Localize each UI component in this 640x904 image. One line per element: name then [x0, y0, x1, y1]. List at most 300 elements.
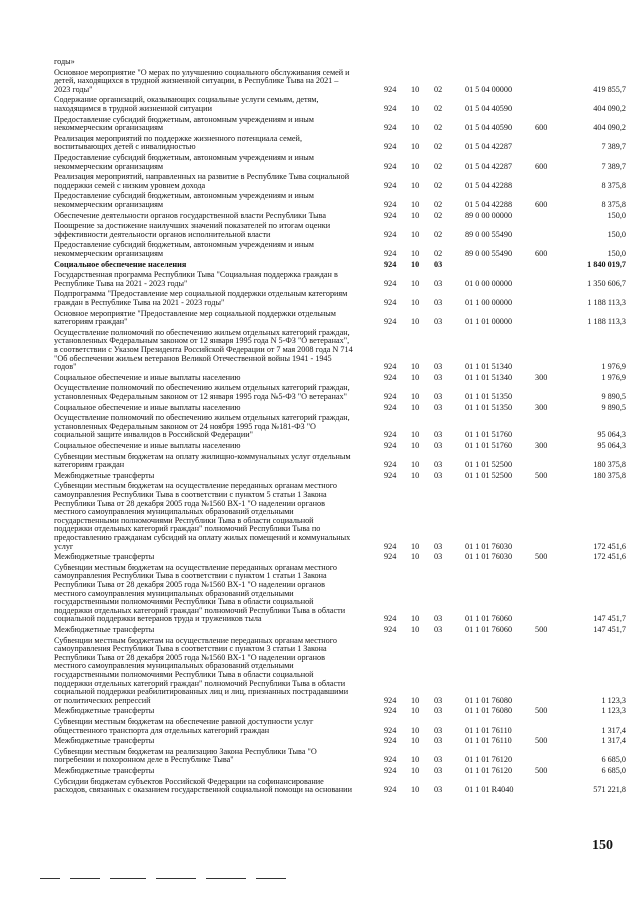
target-article-code: 01 1 01 76080	[465, 695, 513, 705]
ministry-code: 924	[384, 441, 397, 450]
target-article-code: 89 0 00 00000	[465, 210, 513, 220]
section-code: 10	[411, 695, 420, 705]
description-line: самоуправления Республики Тыва в соответствии с пунктом 1 статьи 1 Закона	[54, 571, 327, 581]
description-line: установленных Федеральным законом от 12 января 1995 года N 5-ФЗ "О ветеранах",	[54, 336, 350, 346]
section-code: 10	[411, 210, 420, 220]
footer-divider	[40, 878, 60, 879]
description-line: Предоставление субсидий бюджетным, автономным учреждениям и иным	[54, 153, 314, 162]
table-row	[0, 222, 640, 239]
subsection-code: 03	[434, 552, 443, 562]
description-line: Осуществление полномочий по обеспечению жильем отдельных категорий граждан,	[54, 413, 350, 423]
subsection-code: 02	[434, 161, 443, 171]
amount: 180 375,8	[593, 470, 626, 480]
ministry-code: 924	[384, 142, 397, 152]
ministry-code: 924	[384, 278, 397, 288]
row-description	[54, 310, 374, 327]
table-row	[0, 442, 640, 451]
amount: 9 890,5	[601, 391, 626, 401]
target-article-code: 01 1 01 52500	[465, 470, 513, 480]
row-description	[54, 58, 374, 67]
footer-divider	[70, 878, 100, 879]
target-article-code: 01 1 01 76060	[465, 625, 513, 634]
row-description	[54, 135, 374, 152]
row-description	[54, 69, 374, 95]
description-line: погребении и похоронном деле в Республике Тыва"	[54, 755, 234, 765]
subsection-code: 03	[434, 402, 443, 412]
expense-type-code: 300	[535, 372, 548, 382]
table-row	[0, 329, 640, 372]
description-line: Субвенции местным бюджетам на осуществление переданных органам местного	[54, 562, 338, 572]
table-row	[0, 637, 640, 706]
amount: 95 064,3	[597, 441, 626, 450]
target-article-code: 01 1 01 76030	[465, 541, 513, 551]
amount: 6 685,0	[601, 755, 626, 765]
amount: 1 976,9	[601, 372, 626, 382]
row-description	[54, 453, 374, 470]
subsection-code: 02	[434, 199, 443, 209]
description-line: Подпрограмма "Предоставление мер социальной поддержки отдельным категориям	[54, 289, 348, 299]
description-line: Поощрение за достижение наилучших значений показателей по итогам оценки	[54, 221, 331, 231]
section-code: 10	[411, 259, 420, 269]
table-row	[0, 778, 640, 795]
subsection-code: 02	[434, 210, 443, 220]
amount: 172 451,6	[593, 541, 626, 551]
ministry-code: 924	[384, 391, 397, 401]
amount: 8 375,8	[601, 180, 626, 190]
ministry-code: 924	[384, 430, 397, 440]
subsection-code: 03	[434, 614, 443, 624]
amount: 150,0	[607, 229, 626, 239]
target-article-code: 01 5 04 42287	[465, 142, 513, 152]
ministry-code: 924	[384, 259, 397, 269]
amount: 180 375,8	[593, 460, 626, 470]
description-line: Осуществление полномочий по обеспечению жильем отдельных категорий граждан,	[54, 327, 350, 337]
description-line: самоуправления Республики Тыва в соответствии с пунктом 5 статьи 1 Закона	[54, 489, 327, 499]
section-code: 10	[411, 84, 420, 94]
ministry-code: 924	[384, 372, 397, 382]
subsection-code: 03	[434, 695, 443, 705]
target-article-code: 01 1 01 51350	[465, 402, 513, 412]
subsection-code: 03	[434, 755, 443, 765]
subsection-code: 03	[434, 736, 443, 746]
section-code: 10	[411, 766, 420, 775]
target-article-code: 01 1 01 76120	[465, 755, 513, 765]
description-line: Реализация мероприятий, направленных на развитие в Республике Тыва социальной	[54, 172, 350, 182]
amount: 1 188 113,3	[587, 317, 626, 327]
target-article-code: 01 1 01 76110	[465, 725, 512, 735]
ministry-code: 924	[384, 84, 397, 94]
table-row	[0, 290, 640, 307]
ministry-code: 924	[384, 755, 397, 765]
row-description	[54, 261, 374, 270]
description-line: Социальное обеспечение населения	[54, 259, 187, 269]
table-row	[0, 737, 640, 746]
target-article-code: 01 5 04 42287	[465, 161, 513, 171]
table-row	[0, 58, 640, 67]
table-row	[0, 192, 640, 209]
description-line: от политических репрессий	[54, 695, 151, 705]
section-code: 10	[411, 229, 420, 239]
ministry-code: 924	[384, 199, 397, 209]
target-article-code: 01 5 04 40590	[465, 103, 513, 113]
table-row	[0, 482, 640, 551]
amount: 150,0	[607, 210, 626, 220]
description-line: общественного транспорта для отдельных категорий граждан	[54, 725, 270, 735]
expense-type-code: 600	[535, 161, 548, 171]
table-row	[0, 135, 640, 152]
description-line: государственными полномочиями Республики Тыва в области социальной	[54, 515, 314, 525]
ministry-code: 924	[384, 625, 397, 634]
row-description	[54, 192, 374, 209]
row-description	[54, 472, 374, 481]
amount: 1 188 113,3	[587, 297, 626, 307]
section-code: 10	[411, 317, 420, 327]
target-article-code: 01 1 01 51760	[465, 430, 513, 440]
footer-divider	[110, 878, 146, 879]
subsection-code: 02	[434, 142, 443, 152]
subsection-code: 03	[434, 441, 443, 450]
description-line: Межбюджетные трансферты	[54, 625, 155, 634]
ministry-code: 924	[384, 552, 397, 562]
amount: 1 840 019,7	[587, 259, 626, 269]
expense-type-code: 600	[535, 248, 548, 258]
ministry-code: 924	[384, 736, 397, 746]
expense-type-code: 600	[535, 199, 548, 209]
target-article-code: 01 1 01 R4040	[465, 785, 514, 795]
row-description	[54, 553, 374, 562]
amount: 95 064,3	[597, 430, 626, 440]
description-line: детей, находящихся в трудной жизненной ситуации, в Республике Тыва на 2021 –	[54, 76, 339, 86]
section-code: 10	[411, 460, 420, 470]
row-description	[54, 482, 374, 551]
target-article-code: 01 1 00 00000	[465, 297, 513, 307]
amount: 6 685,0	[601, 766, 626, 775]
amount: 1 317,4	[601, 736, 626, 746]
ministry-code: 924	[384, 785, 397, 795]
amount: 150,0	[607, 248, 626, 258]
section-code: 10	[411, 470, 420, 480]
description-line: поддержки отдельных категорий граждан" полномочий Республики Тыва в области	[54, 678, 346, 688]
description-line: категориям граждан	[54, 460, 125, 470]
description-line: поддержки отдельных категорий граждан" полномочий Республики Тыва по	[54, 524, 321, 534]
section-code: 10	[411, 297, 420, 307]
description-line: Субвенции местным бюджетам на оплату жилищно-коммунальных услуг отдельным	[54, 451, 351, 461]
description-line: Республики Тыва от 28 декабря 2005 года №1560 ВХ-1 "О наделении органов	[54, 498, 325, 508]
ministry-code: 924	[384, 362, 397, 372]
amount: 1 123,3	[601, 695, 626, 705]
section-code: 10	[411, 725, 420, 735]
description-line: местного самоуправления муниципальных образований отдельными	[54, 507, 294, 517]
description-line: в соответствии с Указом Президента Российской Федерации от 7 мая 2008 года N 714	[54, 344, 353, 354]
subsection-code: 02	[434, 123, 443, 133]
amount: 1 976,9	[601, 362, 626, 372]
subsection-code: 03	[434, 470, 443, 480]
description-line: некоммерческим организациям	[54, 123, 164, 133]
table-row	[0, 767, 640, 776]
section-code: 10	[411, 372, 420, 382]
description-line: предоставлению гражданам субсидий на оплату жилых помещений и коммунальных	[54, 532, 351, 542]
row-description	[54, 404, 374, 413]
ministry-code: 924	[384, 161, 397, 171]
description-line: Межбюджетные трансферты	[54, 552, 155, 562]
description-line: Межбюджетные трансферты	[54, 470, 155, 480]
subsection-code: 03	[434, 766, 443, 775]
subsection-code: 03	[434, 541, 443, 551]
ministry-code: 924	[384, 248, 397, 258]
description-line: социальной поддержки реабилитированных лиц и лиц, признанных пострадавшими	[54, 687, 349, 697]
section-code: 10	[411, 161, 420, 171]
description-line: Субвенции местным бюджетам на обеспечение равной доступности услуг	[54, 717, 314, 726]
target-article-code: 01 1 01 51350	[465, 391, 513, 401]
table-row	[0, 718, 640, 735]
description-line: Республике Тыва на 2021 - 2023 годы"	[54, 278, 188, 288]
subsection-code: 03	[434, 706, 443, 716]
row-description	[54, 212, 374, 221]
amount: 9 890,5	[601, 402, 626, 412]
ministry-code: 924	[384, 695, 397, 705]
table-row	[0, 553, 640, 562]
ministry-code: 924	[384, 229, 397, 239]
row-description	[54, 637, 374, 706]
description-line: Основное мероприятие "О мерах по улучшению социального обслуживания семей и	[54, 67, 350, 77]
footer-divider	[156, 878, 196, 879]
ministry-code: 924	[384, 460, 397, 470]
amount: 1 350 606,7	[587, 278, 626, 288]
target-article-code: 01 5 04 00000	[465, 84, 513, 94]
ministry-code: 924	[384, 297, 397, 307]
ministry-code: 924	[384, 123, 397, 133]
amount: 7 389,7	[601, 142, 626, 152]
description-line: Межбюджетные трансферты	[54, 706, 155, 716]
expense-type-code: 500	[535, 766, 548, 775]
subsection-code: 03	[434, 460, 443, 470]
description-line: самоуправления Республики Тыва в соответствии с пунктом 3 статьи 1 Закона	[54, 644, 327, 654]
amount: 419 855,7	[593, 84, 626, 94]
ministry-code: 924	[384, 317, 397, 327]
row-description	[54, 564, 374, 624]
row-description	[54, 626, 374, 635]
amount: 1 123,3	[601, 706, 626, 716]
table-row	[0, 96, 640, 113]
table-row	[0, 453, 640, 470]
expense-type-code: 300	[535, 402, 548, 412]
expense-type-code: 600	[535, 123, 548, 133]
description-line: 2023 годы"	[54, 84, 93, 94]
section-code: 10	[411, 391, 420, 401]
table-row	[0, 472, 640, 481]
description-line: поддержки отдельных категорий граждан" полномочий Республики Тыва в области	[54, 605, 346, 615]
expense-type-code: 500	[535, 736, 548, 746]
description-line: Государственная программа Республики Тыва "Социальная поддержка граждан в	[54, 270, 338, 280]
subsection-code: 03	[434, 297, 443, 307]
section-code: 10	[411, 362, 420, 372]
description-line: Межбюджетные трансферты	[54, 736, 155, 746]
row-description	[54, 737, 374, 746]
row-description	[54, 329, 374, 372]
target-article-code: 01 1 01 00000	[465, 317, 513, 327]
row-description	[54, 173, 374, 190]
target-article-code: 01 1 01 51340	[465, 362, 513, 372]
row-description	[54, 222, 374, 239]
amount: 1 317,4	[601, 725, 626, 735]
ministry-code: 924	[384, 402, 397, 412]
ministry-code: 924	[384, 470, 397, 480]
section-code: 10	[411, 430, 420, 440]
section-code: 10	[411, 736, 420, 746]
description-line: граждан в Республике Тыва на 2021 - 2023 годы"	[54, 297, 225, 307]
description-line: услуг	[54, 541, 74, 551]
section-code: 10	[411, 614, 420, 624]
row-description	[54, 384, 374, 401]
table-row	[0, 261, 640, 270]
ministry-code: 924	[384, 541, 397, 551]
row-description	[54, 290, 374, 307]
table-row	[0, 374, 640, 383]
subsection-code: 03	[434, 317, 443, 327]
subsection-code: 02	[434, 229, 443, 239]
row-description	[54, 778, 374, 795]
target-article-code: 89 0 00 55490	[465, 229, 513, 239]
table-row	[0, 404, 640, 413]
amount: 147 451,7	[593, 625, 626, 634]
description-line: Республики Тыва от 28 декабря 2005 года №1560 ВХ-1 "О наделении органов	[54, 652, 325, 662]
description-line: социальной поддержки ветеранов труда и тружеников тыла	[54, 614, 262, 624]
subsection-code: 02	[434, 84, 443, 94]
description-line: Содержание организаций, оказывающих социальные услуги семьям, детям,	[54, 95, 319, 105]
table-row	[0, 116, 640, 133]
expense-type-code: 500	[535, 625, 548, 634]
amount: 147 451,7	[593, 614, 626, 624]
row-description	[54, 748, 374, 765]
subsection-code: 03	[434, 785, 443, 795]
description-line: социальной защите инвалидов в Российской Федерации"	[54, 430, 253, 440]
target-article-code: 01 1 01 51760	[465, 441, 513, 450]
section-code: 10	[411, 785, 420, 795]
table-row	[0, 212, 640, 221]
subsection-code: 02	[434, 180, 443, 190]
description-line: расходов, связанных с оказанием государственной социальной помощи на основании	[54, 785, 352, 795]
table-row	[0, 384, 640, 401]
target-article-code: 01 1 01 76120	[465, 766, 513, 775]
section-code: 10	[411, 199, 420, 209]
description-line: Социальное обеспечение и иные выплаты населению	[54, 441, 241, 450]
target-article-code: 01 1 01 52500	[465, 460, 513, 470]
subsection-code: 03	[434, 372, 443, 382]
amount: 8 375,8	[601, 199, 626, 209]
section-code: 10	[411, 706, 420, 716]
subsection-code: 03	[434, 430, 443, 440]
target-article-code: 01 5 04 42288	[465, 199, 513, 209]
row-description	[54, 241, 374, 258]
table-row	[0, 271, 640, 288]
amount: 404 090,2	[593, 103, 626, 113]
target-article-code: 89 0 00 55490	[465, 248, 513, 258]
description-line: Субвенции местным бюджетам на осуществление переданных органам местного	[54, 635, 338, 645]
section-code: 10	[411, 142, 420, 152]
target-article-code: 01 5 04 40590	[465, 123, 513, 133]
description-line: Субвенции местным бюджетам на осуществление переданных органам местного	[54, 481, 338, 491]
description-line: Реализация мероприятий по поддержке жизненного потенциала семей,	[54, 133, 302, 143]
subsection-code: 03	[434, 625, 443, 634]
expense-type-code: 500	[535, 470, 548, 480]
description-line: Предоставление субсидий бюджетным, автономным учреждениям и иным	[54, 240, 314, 250]
description-line: установленных Федеральным законом от 24 ноября 1995 года №181-ФЗ "О	[54, 421, 316, 431]
amount: 404 090,2	[593, 123, 626, 133]
ministry-code: 924	[384, 614, 397, 624]
subsection-code: 03	[434, 391, 443, 401]
description-line: государственными полномочиями Республики Тыва в области социальной	[54, 597, 314, 607]
ministry-code: 924	[384, 210, 397, 220]
table-row	[0, 173, 640, 190]
description-line: Социальное обеспечение и иные выплаты населению	[54, 372, 241, 382]
target-article-code: 01 1 01 76110	[465, 736, 512, 746]
section-code: 10	[411, 541, 420, 551]
description-line: Основное мероприятие "Предоставление мер социальной поддержки отдельным	[54, 308, 336, 318]
description-line: находящимся в трудной жизненной ситуации	[54, 103, 212, 113]
row-description	[54, 154, 374, 171]
target-article-code: 01 5 04 42288	[465, 180, 513, 190]
table-row	[0, 707, 640, 716]
amount: 172 451,6	[593, 552, 626, 562]
subsection-code: 03	[434, 259, 443, 269]
description-line: местного самоуправления муниципальных образований отдельными	[54, 661, 294, 671]
subsection-code: 03	[434, 362, 443, 372]
table-row	[0, 748, 640, 765]
table-row	[0, 414, 640, 440]
target-article-code: 01 1 01 76060	[465, 614, 513, 624]
ministry-code: 924	[384, 766, 397, 775]
description-line: Республики Тыва от 28 декабря 2005 года №1560 ВХ-1 "О наделении органов	[54, 579, 325, 589]
subsection-code: 03	[434, 278, 443, 288]
section-code: 10	[411, 103, 420, 113]
section-code: 10	[411, 755, 420, 765]
table-row	[0, 154, 640, 171]
section-code: 10	[411, 248, 420, 258]
description-line: некоммерческим организациям	[54, 199, 164, 209]
section-code: 10	[411, 278, 420, 288]
footer-divider	[256, 878, 286, 879]
amount: 571 221,8	[593, 785, 626, 795]
ministry-code: 924	[384, 103, 397, 113]
row-description	[54, 96, 374, 113]
description-line: некоммерческим организациям	[54, 248, 164, 258]
section-code: 10	[411, 123, 420, 133]
subsection-code: 02	[434, 103, 443, 113]
footer-divider	[206, 878, 246, 879]
description-line: годы»	[54, 57, 75, 66]
description-line: Осуществление полномочий по обеспечению жильем отдельных категорий граждан,	[54, 383, 350, 393]
description-line: воспитывающих детей с инвалидностью	[54, 142, 196, 152]
description-line: местного самоуправления муниципальных образований отдельными	[54, 588, 294, 598]
row-description	[54, 414, 374, 440]
expense-type-code: 500	[535, 706, 548, 716]
subsection-code: 02	[434, 248, 443, 258]
description-line: Межбюджетные трансферты	[54, 766, 155, 775]
description-line: Субсидии бюджетам субъектов Российской Федерации на софинансирование	[54, 776, 324, 786]
row-description	[54, 707, 374, 716]
description-line: Предоставление субсидий бюджетным, автономным учреждениям и иным	[54, 114, 314, 124]
target-article-code: 01 1 01 76030	[465, 552, 513, 562]
description-line: "Об обеспечении жильем ветеранов Великой Отечественной войны 1941 - 1945	[54, 353, 332, 363]
description-line: поддержки семей с низким уровнем дохода	[54, 180, 206, 190]
amount: 7 389,7	[601, 161, 626, 171]
section-code: 10	[411, 552, 420, 562]
ministry-code: 924	[384, 706, 397, 716]
description-line: Социальное обеспечение и иные выплаты населению	[54, 402, 241, 412]
row-description	[54, 116, 374, 133]
expense-type-code: 300	[535, 441, 548, 450]
row-description	[54, 271, 374, 288]
